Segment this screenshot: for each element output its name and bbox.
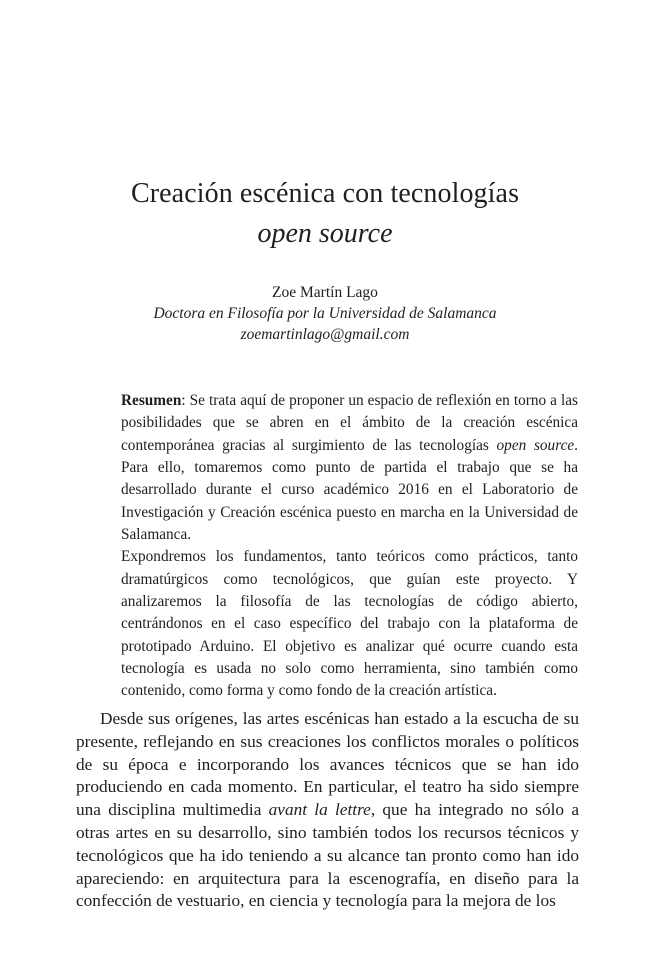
abstract-paragraph-2: Expondremos los fundamentos, tanto teóricos como prácticos, tanto dramatúrgicos como tecnológicos, que guían este proyecto. Y analizaremos la filosofía de las tecnologías de código abierto, centrándonos en el caso específico del trabajo con la plataforma de prototipado Arduino. El objetivo es analizar qué ocurre cuando esta tecnología es usada no solo como herramienta, sino también como contenido, como forma y como fondo de la creación artística. (121, 548, 578, 700)
abstract-text-part-1: : Se trata aquí de proponer un espacio de reflexión en torno a las posibilidades que se abren en el ámbito de la creación escénica contemporánea gracias al surgimiento de las tecnologías (121, 392, 578, 454)
body-paragraph (76, 708, 579, 913)
abstract (121, 390, 578, 703)
author-email: zoemartinlago@gmail.com (240, 326, 410, 343)
author-info (0, 282, 650, 345)
title-line-italic: open source (257, 218, 393, 249)
abstract-label: Resumen (121, 392, 182, 409)
body-text (76, 708, 579, 913)
author-affiliation: Doctora en Filosofía por la Universidad de Salamanca (153, 305, 497, 322)
body-text-part-2: , que ha integrado no sólo a otras artes en su desarrollo, sino también todos los recursos técnicos y tecnológicos que ha ido teniendo a su alcance tan pronto como han ido apareciendo: en arquitectura para la escenografía, en diseño para la confección de vestuario, en ciencia y tecnología para la mejora de los (76, 800, 579, 911)
title-line-main: Creación escénica con tecnologías (130, 178, 520, 209)
body-italic-term: avant la lettre (268, 800, 371, 820)
abstract-paragraph-1 (121, 390, 578, 546)
body-text-part-1: Desde sus orígenes, las artes escénicas han estado a la escucha de su presente, reflejando en sus creaciones los conflictos morales o políticos de su época e incorporando los avances técnicos que se han ido produciendo en cada momento. En particular, el teatro ha sido siempre una disciplina multimedia (76, 709, 579, 820)
author-name: Zoe Martín Lago (272, 284, 378, 301)
abstract-italic-term: open source (496, 436, 575, 454)
article-title (0, 174, 650, 254)
abstract-text-part-2: . Para ello, tomaremos como punto de partida el trabajo que se ha desarrollado durante el curso académico 2016 en el Laboratorio de Investigación y Creación escénica puesto en marcha en la Universidad de Salamanca. (121, 436, 578, 544)
